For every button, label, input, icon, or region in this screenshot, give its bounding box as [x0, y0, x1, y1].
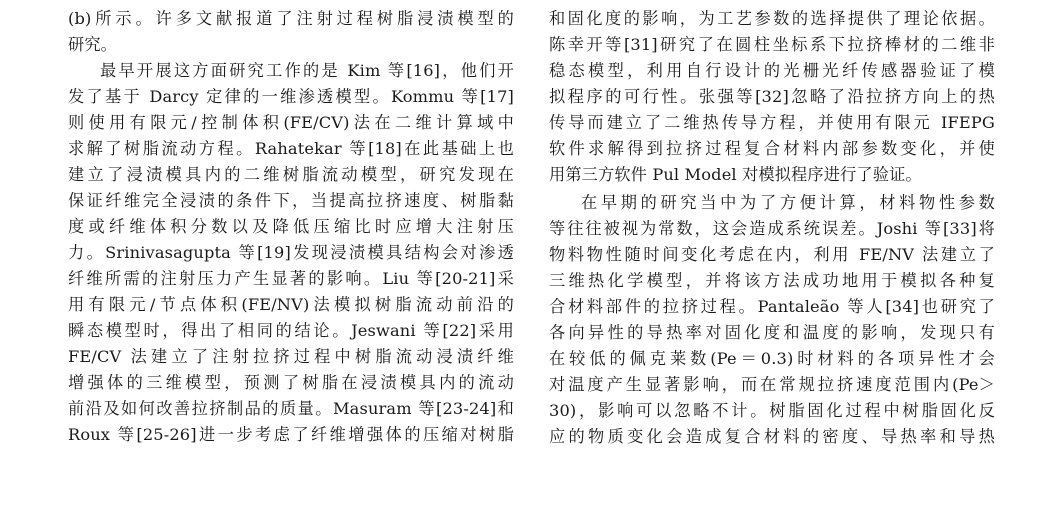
- text-line: 三维热化学模型，并将该方法成功地用于模拟各种复: [549, 271, 995, 290]
- text-line: 则使用有限元/控制体积(FE/CV)法在二维计算域中: [68, 113, 514, 132]
- text-line: 纤维所需的注射压力产生显著的影响。Liu 等[20-21]采: [68, 269, 514, 288]
- text-line: 陈幸开等[31]研究了在圆柱坐标系下拉挤棒材的二维非: [549, 35, 995, 54]
- right-text-column: [549, 6, 995, 450]
- text-line: 合材料部件的拉挤过程。Pantaleão 等人[34]也研究了: [549, 297, 995, 316]
- text-line: FE/CV 法建立了注射拉挤过程中树脂流动浸渍纤维: [68, 347, 514, 366]
- left-text-column: [68, 6, 514, 448]
- text-line: 度或纤维体积分数以及降低压缩比时应增大注射压: [68, 217, 514, 236]
- text-line: 发了基于 Darcy 定律的一维渗透模型。Kommu 等[17]: [68, 87, 514, 106]
- text-line: Roux 等[25-26]进一步考虑了纤维增强体的压缩对树脂: [68, 425, 514, 444]
- text-line: 应的物质变化会造成复合材料的密度、导热率和导热: [549, 427, 995, 446]
- text-line: 等往往被视为常数，这会造成系统误差。Joshi 等[33]将: [549, 219, 995, 238]
- text-line: 瞬态模型时，得出了相同的结论。Jeswani 等[22]采用: [68, 321, 514, 340]
- text-line: 30)，影响可以忽略不计。树脂固化过程中树脂固化反: [549, 401, 995, 420]
- text-line: 建立了浸渍模具内的二维树脂流动模型，研究发现在: [68, 165, 514, 184]
- text-line: 研究。: [68, 35, 118, 54]
- text-line: 用有限元/节点体积(FE/NV)法模拟树脂流动前沿的: [68, 295, 514, 314]
- text-line: (b)所示。许多文献报道了注射过程树脂浸渍模型的: [68, 9, 514, 28]
- text-line: 在早期的研究当中为了方便计算，材料物性参数: [581, 193, 995, 212]
- text-line: 最早开展这方面研究工作的是 Kim 等[16]，他们开: [100, 61, 514, 80]
- text-line: 在较低的佩克莱数(Pe＝0.3)时材料的各项异性才会: [549, 349, 995, 368]
- text-line: 力。Srinivasagupta 等[19]发现浸渍模具结构会对渗透: [68, 243, 514, 262]
- text-line: 传导而建立了二维热传导方程，并使用有限元 IFEPG: [549, 113, 995, 132]
- text-line: 拟程序的可行性。张强等[32]忽略了沿拉挤方向上的热: [549, 87, 995, 106]
- text-line: 增强体的三维模型，预测了树脂在浸渍模具内的流动: [68, 373, 514, 392]
- text-line: 软件求解得到拉挤过程复合材料内部参数变化，并使: [549, 139, 995, 158]
- text-line: 各向异性的导热率对固化度和温度的影响，发现只有: [549, 323, 995, 342]
- text-line: 用第三方软件 Pul Model 对模拟程序进行了验证。: [549, 165, 922, 184]
- text-line: 和固化度的影响，为工艺参数的选择提供了理论依据。: [549, 9, 995, 28]
- text-line: 对温度产生显著影响，而在常规拉挤速度范围内(Pe＞: [549, 375, 995, 394]
- text-line: 物料物性随时间变化考虑在内，利用 FE/NV 法建立了: [549, 245, 995, 264]
- text-line: 稳态模型，利用自行设计的光栅光纤传感器验证了模: [549, 61, 995, 80]
- text-line: 前沿及如何改善拉挤制品的质量。Masuram 等[23-24]和: [68, 399, 514, 418]
- text-line: 保证纤维完全浸渍的条件下，当提高拉挤速度、树脂黏: [68, 191, 514, 210]
- text-line: 求解了树脂流动方程。Rahatekar 等[18]在此基础上也: [68, 139, 514, 158]
